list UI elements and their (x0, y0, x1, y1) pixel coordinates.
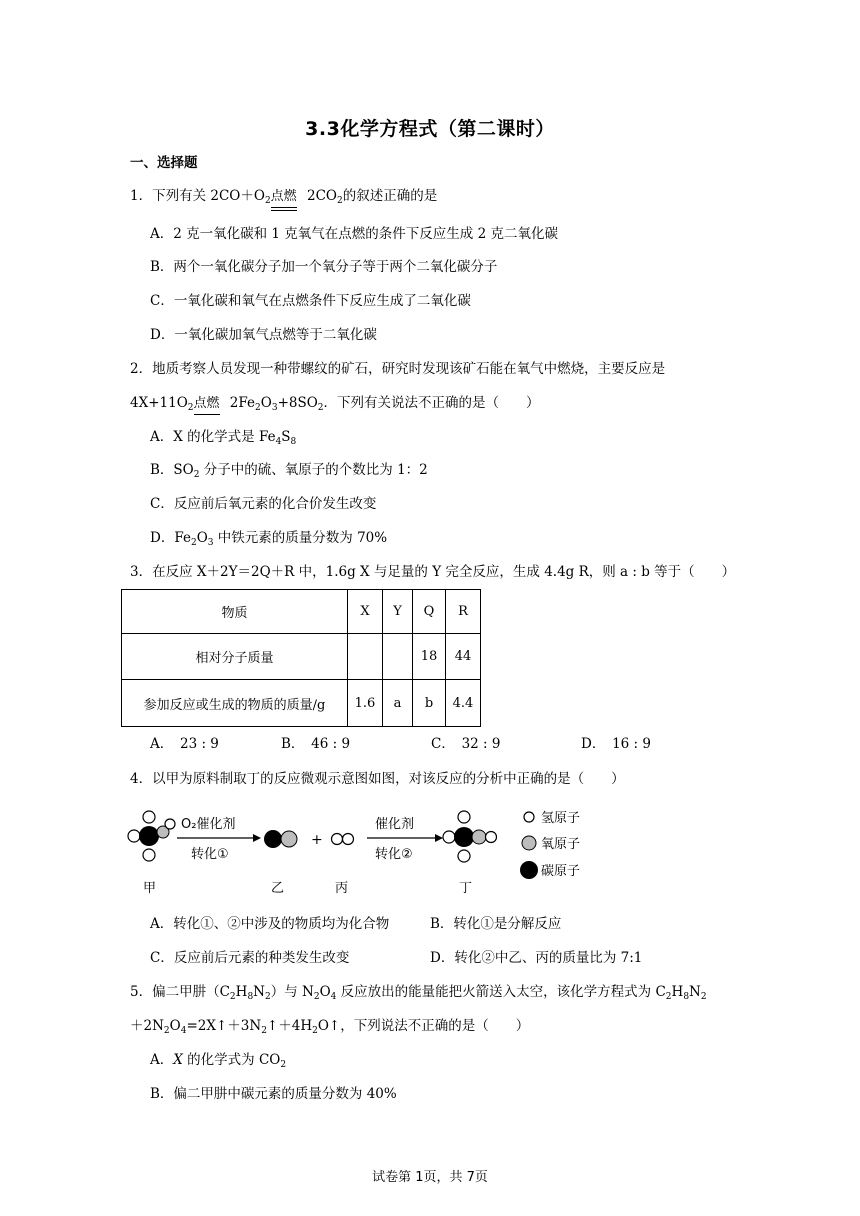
table-cell: b (413, 680, 446, 727)
question-2-option-d[interactable]: D．$Fe_2O_3$ 中铁元素的质量分数为 70% (150, 530, 388, 548)
question-1-option-c[interactable]: C．一氧化碳和氧气在点燃条件下反应生成了二氧化碳 (150, 293, 471, 309)
table-row (122, 634, 481, 680)
diagram-legend (520, 811, 580, 879)
question-5-option-a[interactable]: A．X 的化学式为 $CO_2$ (150, 1052, 287, 1070)
oxygen-atom (472, 830, 486, 844)
arrow-2-bottom-label: 转化② (375, 847, 413, 862)
question-3-option-b[interactable]: B． 46 : 9 (281, 736, 351, 752)
oxygen-atom (281, 831, 297, 847)
carbon-atom (264, 830, 282, 848)
table-header-cell: 物质 (122, 590, 348, 634)
hydrogen-atom (332, 834, 343, 845)
arrow-head-1 (253, 834, 261, 842)
hydrogen-atom (443, 831, 455, 843)
question-1-option-b[interactable]: B．两个一氧化碳分子加一个氧分子等于两个二氧化碳分子 (150, 259, 498, 275)
reaction-diagram (125, 800, 605, 900)
question-1-option-d[interactable]: D．一氧化碳加氧气点燃等于二氧化碳 (150, 327, 377, 343)
page-footer: 试卷第 1页，共 7页 (372, 1170, 488, 1185)
question-4-option-a[interactable]: A．转化①、②中涉及的物质均为化合物 (150, 916, 390, 932)
molecule-ding (443, 811, 497, 862)
table-cell: 参加反应或生成的物质的质量/g (122, 680, 348, 727)
table-cell: 4.4 (446, 680, 481, 727)
legend-oxygen: 氧原子 (541, 837, 581, 852)
legend-hydrogen: 氢原子 (541, 811, 581, 826)
hydrogen-atom (143, 811, 155, 823)
arrow-head-2 (435, 834, 443, 842)
label-yi: 乙 (271, 881, 285, 896)
table-cell (348, 634, 383, 680)
hydrogen-atom (458, 850, 470, 862)
arrow-1-top-label: O₂催化剂 (181, 817, 236, 832)
page-title: 3.3化学方程式（第二课时） (305, 118, 555, 140)
molecule-yi (264, 830, 297, 848)
arrow-1-bottom-label: 转化① (191, 847, 229, 862)
table-header-cell: X (348, 590, 383, 634)
question-3-option-c[interactable]: C． 32 : 9 (431, 736, 501, 752)
label-jia: 甲 (143, 881, 157, 896)
table-cell: 18 (413, 634, 446, 680)
legend-oxygen-icon (522, 836, 536, 850)
table-header-row (122, 590, 481, 634)
hydrogen-atom (128, 830, 140, 842)
legend-carbon-icon (520, 861, 538, 879)
table-cell: a (383, 680, 413, 727)
hydrogen-atom (165, 819, 175, 829)
hydrogen-atom (458, 811, 470, 823)
question-3-option-d[interactable]: D． 16 : 9 (581, 736, 651, 752)
molecule-bing (332, 834, 354, 845)
table-header-cell: Q (413, 590, 446, 634)
question-4-option-c[interactable]: C．反应前后元素的种类发生改变 (150, 950, 350, 966)
hydrogen-atom (343, 834, 354, 845)
question-1-stem: 1．下列有关 $2CO+O_2$点燃 $2CO_2$的叙述正确的是 (130, 188, 438, 206)
section-heading: 一、选择题 (130, 155, 198, 171)
carbon-atom (139, 826, 159, 846)
question-1-option-a[interactable]: A．2 克一氧化碳和 1 克氧气在点燃的条件下反应生成 2 克二氧化碳 (150, 226, 558, 242)
table-row (122, 680, 481, 727)
reaction-condition: 点燃 (271, 187, 297, 207)
plus-sign: + (311, 832, 323, 848)
question-2-stem: 2．地质考察人员发现一种带螺纹的矿石，研究时发现该矿石能在氧气中燃烧，主要反应是 (130, 361, 666, 377)
question-2-option-b[interactable]: B．$SO_2$ 分子中的硫、氧原子的个数比为 1：2 (150, 462, 428, 480)
table-header-cell: Y (383, 590, 413, 634)
table-cell (383, 634, 413, 680)
table-cell: 1.6 (348, 680, 383, 727)
reaction-condition: 点燃 (194, 394, 220, 414)
table-cell: 相对分子质量 (122, 634, 348, 680)
question-5-option-b[interactable]: B．偏二甲肼中碳元素的质量分数为 40% (150, 1086, 397, 1102)
legend-hydrogen-icon (524, 812, 534, 822)
arrow-2-top-label: 催化剂 (375, 817, 415, 832)
hydrogen-atom (486, 832, 497, 843)
label-bing: 丙 (335, 881, 349, 896)
question-2-option-c[interactable]: C．反应前后氧元素的化合价发生改变 (150, 496, 377, 512)
question-2-equation: $4X+11O_2$点燃 $2Fe_2O_3+8SO_2$．下列有关说法不正确的是（ ） (130, 395, 540, 413)
table-cell: 44 (446, 634, 481, 680)
carbon-atom (454, 827, 474, 847)
question-3-stem: 3．在反应 X＋2Y＝2Q＋R 中，1.6g X 与足量的 Y 完全反应，生成 4.4g R，则 a : b 等于（ ） (130, 564, 736, 580)
label-ding: 丁 (459, 881, 473, 896)
hydrogen-atom (143, 849, 155, 861)
question-5-stem-line-1: 5．偏二甲肼$(C_2H_8N_2)$与 $N_2O_4$ 反应放出的能量能把火箭送入太空，该化学方程式为 $C_2H_8N_2$ (130, 984, 707, 1002)
question-4-option-d[interactable]: D．转化②中乙、丙的质量比为 7:1 (430, 950, 643, 966)
molecule-jia (128, 811, 175, 861)
question-4-option-b[interactable]: B．转化①是分解反应 (430, 916, 562, 932)
question-5-stem-line-2: $+2N_2O_4=2X↑+3N_2↑+4H_2O↑$，下列说法不正确的是（ ） (130, 1018, 530, 1036)
legend-carbon: 碳原子 (541, 864, 581, 879)
question-3-option-a[interactable]: A． 23 : 9 (150, 736, 219, 752)
table-header-cell: R (446, 590, 481, 634)
question-4-stem: 4．以甲为原料制取丁的反应微观示意图如图，对该反应的分析中正确的是（ ） (130, 771, 625, 787)
question-2-option-a[interactable]: A．X 的化学式是 $Fe_4S_8$ (150, 429, 297, 447)
question-3-table (121, 589, 481, 727)
